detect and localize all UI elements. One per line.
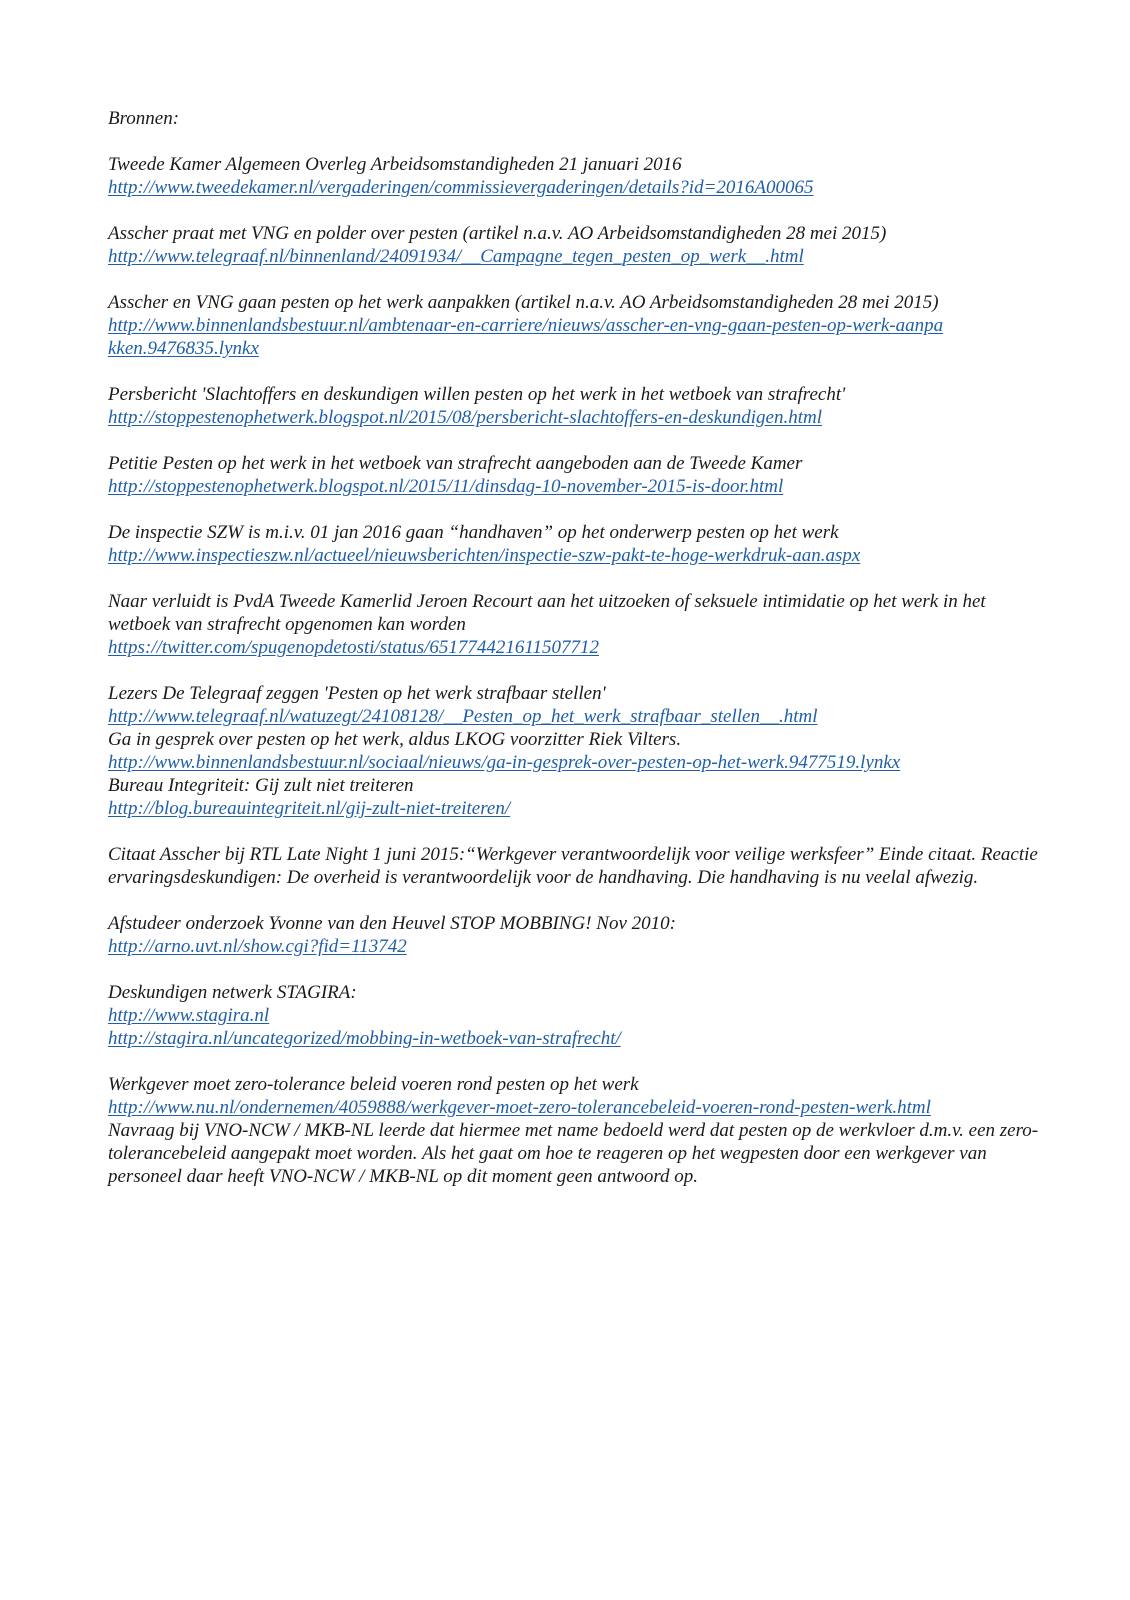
source-title: Werkgever moet zero-tolerance beleid voeren rond pesten op het werk <box>108 1074 639 1095</box>
source-title: Ga in gesprek over pesten op het werk, aldus LKOG voorzitter Riek Vilters. <box>108 729 682 750</box>
source-link[interactable]: http://www.stagira.nl <box>108 1005 270 1026</box>
source-title: Bureau Integriteit: Gij zult niet treiteren <box>108 775 414 796</box>
source-group-telegraaf <box>108 682 1048 820</box>
source-title: Persbericht 'Slachtoffers en deskundigen willen pesten op het werk in het wetboek van strafrecht' <box>108 384 846 405</box>
source-note: Navraag bij VNO-NCW / MKB-NL leerde dat hiermee met name bedoeld werd dat pesten op de werkvloer d.m.v. een zero-tolerancebeleid aangepakt moet worden. Als het gaat om hoe te reageren op het wegpesten door een werkgever van personeel daar heeft VNO-NCW / MKB-NL op dit moment geen antwoord op. <box>108 1120 1039 1187</box>
source-item <box>108 291 1048 360</box>
source-link[interactable]: http://blog.bureauintegriteit.nl/gij-zult-niet-treiteren/ <box>108 798 511 819</box>
source-link[interactable]: http://www.nu.nl/ondernemen/4059888/werkgever-moet-zero-tolerancebeleid-voeren-rond-pesten-werk.html <box>108 1097 931 1118</box>
source-title: Tweede Kamer Algemeen Overleg Arbeidsomstandigheden 21 januari 2016 <box>108 154 682 175</box>
source-item <box>108 153 1048 199</box>
source-title: De inspectie SZW is m.i.v. 01 jan 2016 gaan “handhaven” op het onderwerp pesten op het werk <box>108 522 839 543</box>
source-item <box>108 590 1048 659</box>
source-title: Asscher en VNG gaan pesten op het werk aanpakken (artikel n.a.v. AO Arbeidsomstandigheden 28 mei 2015) <box>108 292 939 313</box>
source-item <box>108 912 1048 958</box>
source-link[interactable]: http://stoppestenophetwerk.blogspot.nl/2015/11/dinsdag-10-november-2015-is-door.html <box>108 476 784 497</box>
citaat-paragraph <box>108 843 1048 889</box>
source-link[interactable]: http://arno.uvt.nl/show.cgi?fid=113742 <box>108 936 407 957</box>
source-link[interactable]: http://stagira.nl/uncategorized/mobbing-in-wetboek-van-strafrecht/ <box>108 1028 621 1049</box>
source-link[interactable]: http://www.binnenlandsbestuur.nl/ambtenaar-en-carriere/nieuws/asscher-en-vng-gaan-pesten-op-werk-aanpakken.9476835.lynkx <box>108 315 944 359</box>
source-title: Lezers De Telegraaf zeggen 'Pesten op het werk strafbaar stellen' <box>108 683 606 704</box>
source-title: Asscher praat met VNG en polder over pesten (artikel n.a.v. AO Arbeidsomstandigheden 28 mei 2015) <box>108 223 887 244</box>
source-item <box>108 1073 1048 1188</box>
source-link[interactable]: http://www.telegraaf.nl/watuzegt/24108128/__Pesten_op_het_werk_strafbaar_stellen__.html <box>108 706 818 727</box>
citaat-text: Citaat Asscher bij RTL Late Night 1 juni 2015:“Werkgever verantwoordelijk voor veilige werksfeer” Einde citaat. Reactie ervaringsdeskundigen: De overheid is verantwoordelijk voor de handhaving. Die handhaving is nu veelal afwezig. <box>108 844 1038 888</box>
source-link[interactable]: http://www.tweedekamer.nl/vergaderingen/commissievergaderingen/details?id=2016A00065 <box>108 177 814 198</box>
source-item <box>108 222 1048 268</box>
source-link[interactable]: http://www.inspectieszw.nl/actueel/nieuwsberichten/inspectie-szw-pakt-te-hoge-werkdruk-aan.aspx <box>108 545 861 566</box>
source-item <box>108 981 1048 1050</box>
source-link[interactable]: http://www.telegraaf.nl/binnenland/24091934/__Campagne_tegen_pesten_op_werk__.html <box>108 246 804 267</box>
source-link[interactable]: http://www.binnenlandsbestuur.nl/sociaal/nieuws/ga-in-gesprek-over-pesten-op-het-werk.9477519.lynkx <box>108 752 901 773</box>
source-link[interactable]: https://twitter.com/spugenopdetosti/status/651774421611507712 <box>108 637 600 658</box>
source-title: Petitie Pesten op het werk in het wetboek van strafrecht aangeboden aan de Tweede Kamer <box>108 453 803 474</box>
document-page <box>108 107 1048 1188</box>
source-item <box>108 521 1048 567</box>
source-title: Naar verluidt is PvdA Tweede Kamerlid Jeroen Recourt aan het uitzoeken of seksuele intimidatie op het werk in het wetboek van strafrecht opgenomen kan worden <box>108 591 986 635</box>
sources-heading: Bronnen: <box>108 108 180 129</box>
source-item <box>108 383 1048 429</box>
source-title: Deskundigen netwerk STAGIRA: <box>108 982 357 1003</box>
source-title: Afstudeer onderzoek Yvonne van den Heuvel STOP MOBBING! Nov 2010: <box>108 913 676 934</box>
source-item <box>108 452 1048 498</box>
source-link[interactable]: http://stoppestenophetwerk.blogspot.nl/2015/08/persbericht-slachtoffers-en-deskundigen.html <box>108 407 822 428</box>
